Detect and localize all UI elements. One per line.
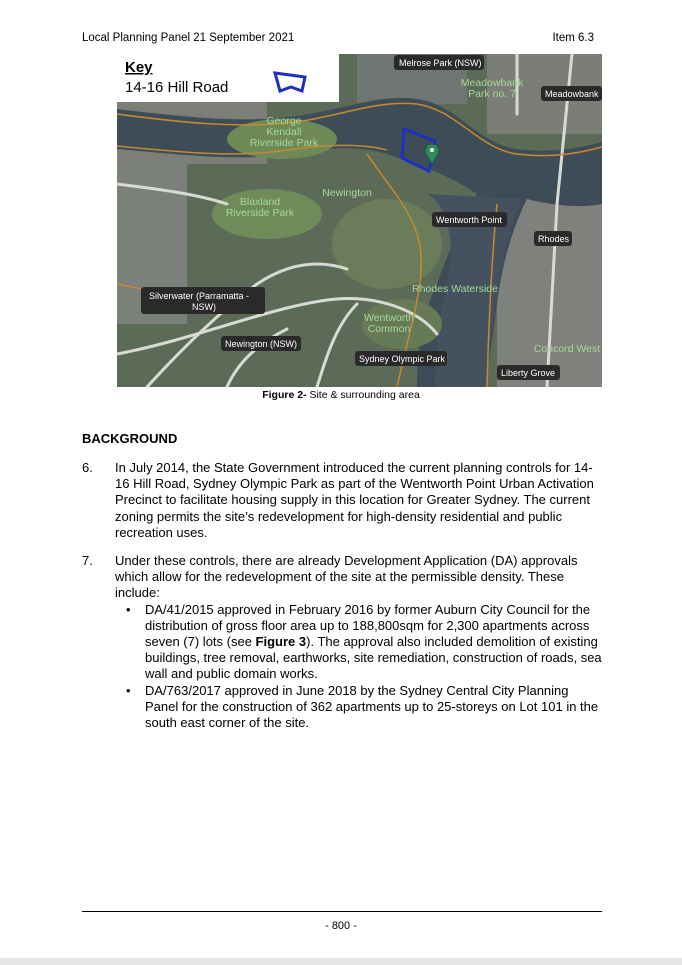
bullet-icon: •	[126, 682, 131, 698]
paragraph-number: 6.	[82, 460, 93, 475]
map-tag-silverwater: Silverwater (Parramatta -	[149, 291, 250, 301]
map-key-item: 14-16 Hill Road	[125, 79, 229, 96]
figure-title: Site & surrounding area	[306, 389, 420, 401]
map-label-concord-west: Concord West	[533, 343, 601, 355]
map-label-newington-area: Newington	[322, 187, 372, 199]
list-item: • DA/763/2017 approved in June 2018 by the Sydney Central City Planning Panel for the construction of 362 apartments up to 25-storeys on Lot 101 in the south east corner of the site.	[126, 682, 599, 731]
header-meeting: Local Planning Panel 21 September 2021	[82, 32, 295, 44]
svg-text:Common: Common	[367, 323, 411, 335]
site-map	[117, 54, 602, 387]
map-key-title: Key	[125, 59, 153, 76]
map-tag-liberty-grove: Liberty Grove	[501, 368, 556, 378]
map-label-george-kendall: George	[266, 115, 302, 127]
figure-number: Figure 2-	[262, 389, 307, 401]
paragraph-text: In July 2014, the State Government introduced the current planning controls for 14-16 Hill Road, Sydney Olympic Park as part of the Wentworth Point Urban Activation Precinct to facilitate housing supply in this location for Greater Sydney. The current zoning permits the site’s redevelopment for high-density residential and public recreation uses.	[115, 460, 594, 540]
map-tag-rhodes: Rhodes	[538, 234, 570, 244]
map-tag-melrose-park: Melrose Park (NSW)	[399, 58, 482, 68]
map-tag-meadowbank: Meadowbank	[545, 89, 599, 99]
svg-text:Riverside Park: Riverside Park	[249, 137, 319, 149]
map-label-blaxland: Blaxland	[239, 196, 281, 208]
map-label-meadowbank-park: Meadowbank	[460, 77, 524, 89]
paragraph-number: 7.	[82, 553, 93, 568]
header-item: Item 6.3	[552, 32, 594, 44]
map-tag-sydney-olympic-park: Sydney Olympic Park	[359, 354, 446, 364]
section-heading: BACKGROUND	[82, 431, 178, 446]
page-number: - 800 -	[325, 920, 357, 932]
map-tag-wentworth-point: Wentworth Point	[436, 215, 502, 225]
paragraph-7	[82, 553, 602, 731]
svg-text:NSW): NSW)	[192, 302, 216, 312]
page-edge	[0, 958, 682, 965]
list-item: • DA/41/2015 approved in February 2016 by former Auburn City Council for the distribution of gross floor area up to 188,800sqm for 2,300 apartments across seven (7) lots (see Figure 3). The approval also included demolition of existing buildings, tree removal, earthworks, site remediation, construction of roads, sea wall and public domain works.	[126, 601, 602, 682]
paragraph-6	[82, 460, 602, 541]
approval-list	[126, 601, 602, 732]
footer-divider	[82, 911, 602, 912]
paragraph-text: Under these controls, there are already Development Application (DA) approvals which allow for the redevelopment of the site at the permissible density. These include:	[115, 553, 578, 601]
map-tag-newington-nsw: Newington (NSW)	[225, 339, 298, 349]
svg-text:Park no. 7: Park no. 7	[468, 88, 516, 100]
map-label-rhodes-waterside: Rhodes Waterside	[412, 283, 498, 295]
map-label-wentworth-common: Wentworth	[364, 312, 414, 324]
svg-text:Riverside Park: Riverside Park	[225, 207, 295, 219]
bullet-icon: •	[126, 601, 131, 617]
svg-text:Kendall: Kendall	[266, 126, 302, 138]
figure-caption	[0, 389, 682, 401]
